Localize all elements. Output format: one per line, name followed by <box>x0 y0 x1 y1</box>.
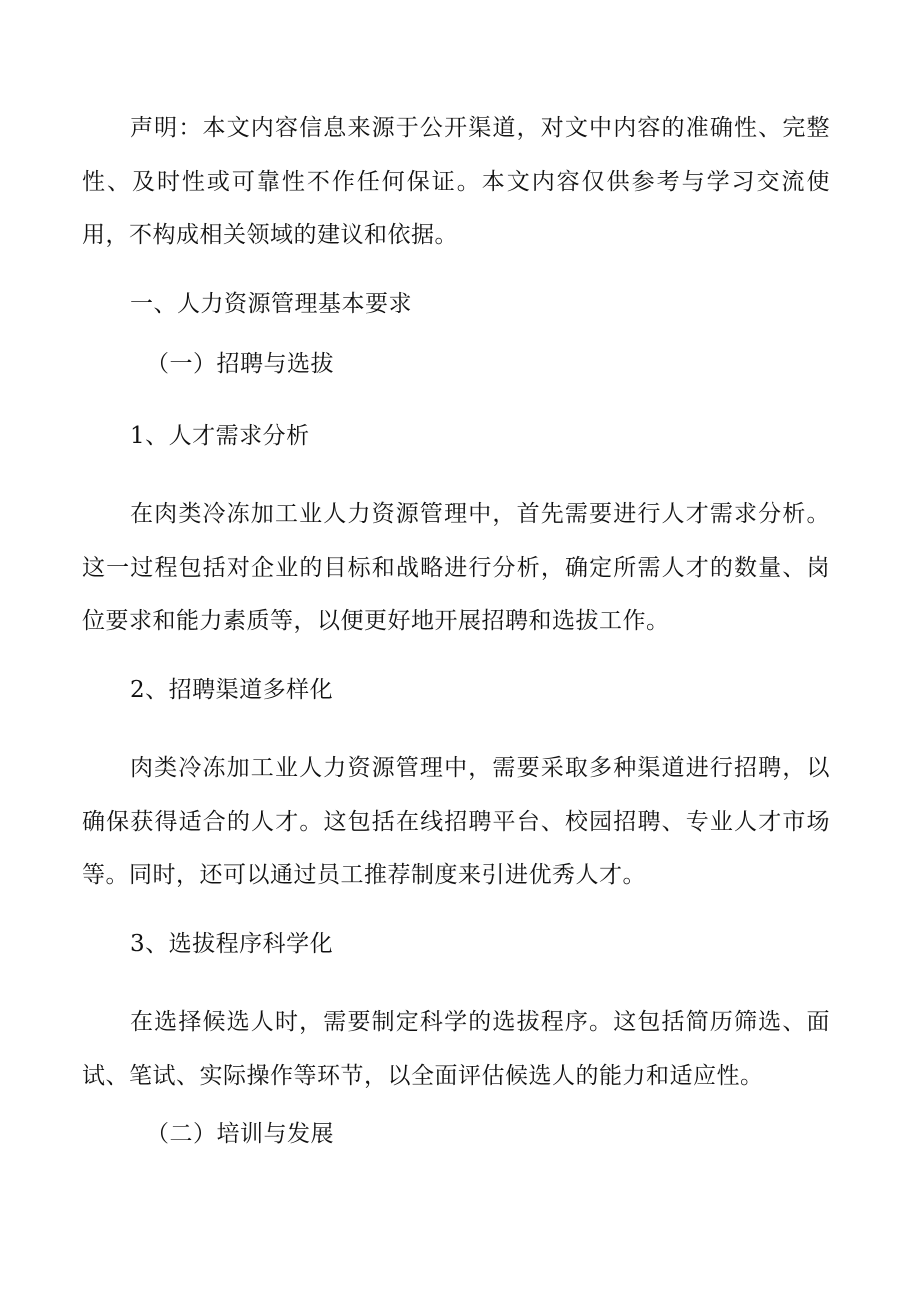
item-heading: 3、选拔程序科学化 <box>130 931 334 957</box>
subsection-heading: （二）培训与发展 <box>146 1121 334 1147</box>
subsection-heading: （一）招聘与选拔 <box>146 351 334 377</box>
body-paragraph: 在肉类冷冻加工业人力资源管理中，首先需要进行人才需求分析。这一过程包括对企业的目标和战略进行分析，确定所需人才的数量、岗位要求和能力素质等，以便更好地开展招聘和选拔工作。 <box>82 501 830 634</box>
disclaimer-paragraph: 声明：本文内容信息来源于公开渠道，对文中内容的准确性、完整性、及时性或可靠性不作任何保证。本文内容仅供参考与学习交流使用，不构成相关领域的建议和依据。 <box>82 115 830 248</box>
body-paragraph: 肉类冷冻加工业人力资源管理中，需要采取多种渠道进行招聘，以确保获得适合的人才。这包括在线招聘平台、校园招聘、专业人才市场等。同时，还可以通过员工推荐制度来引进优秀人才。 <box>82 755 830 888</box>
item-heading: 1、人才需求分析 <box>130 423 310 449</box>
body-paragraph: 在选择候选人时，需要制定科学的选拔程序。这包括简历筛选、面试、笔试、实际操作等环节，以全面评估候选人的能力和适应性。 <box>82 1009 830 1089</box>
item-heading: 2、招聘渠道多样化 <box>130 677 334 703</box>
section-heading: 一、人力资源管理基本要求 <box>130 291 412 317</box>
